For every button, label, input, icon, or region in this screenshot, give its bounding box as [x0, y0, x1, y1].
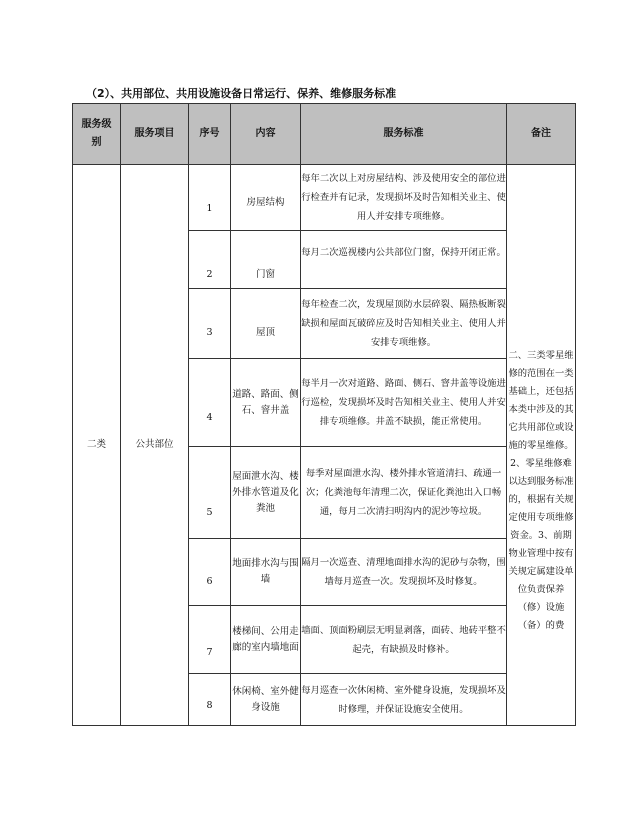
header-remark: 备注: [507, 104, 576, 165]
project-cell: 公共部位: [121, 165, 189, 726]
seq-cell: 1: [189, 165, 231, 231]
service-standard-table: [72, 103, 576, 726]
standard-cell: 每月二次巡视楼内公共部位门窗，保持开闭正常。: [301, 231, 507, 289]
header-project: 服务项目: [121, 104, 189, 165]
header-standard: 服务标准: [301, 104, 507, 165]
seq-cell: 4: [189, 359, 231, 447]
content-cell: 门窗: [231, 231, 301, 289]
level-cell: 二类: [73, 165, 121, 726]
standard-cell: 每年检查二次，发现屋顶防水层碎裂、隔热板断裂缺损和屋面瓦破碎应及时告知相关业主、使用人并安排专项维修。: [301, 289, 507, 359]
seq-cell: 2: [189, 231, 231, 289]
seq-cell: 3: [189, 289, 231, 359]
remark-cell: 二、三类零星维修的范围在一类基础上，还包括本类中涉及的其它共用部位或设施的零星维修。2、零星维修难以达到服务标准的，根据有关规定使用专项维修资金。3、前期物业管理中按有关规定属建设单位负责保养（修）设施（备）的费: [507, 165, 576, 726]
table-row: [73, 165, 576, 231]
standard-cell: 每季对屋面泄水沟、楼外排水管道清扫、疏通一次；化粪池每年清理二次，保证化粪池出入口畅通，每月二次清扫明沟内的泥沙等垃圾。: [301, 447, 507, 539]
content-cell: 楼梯间、公用走廊的室内墙地面: [231, 606, 301, 674]
seq-cell: 6: [189, 539, 231, 606]
content-cell: 屋面泄水沟、楼外排水管道及化粪池: [231, 447, 301, 539]
standard-cell: 墙面、顶面粉刷层无明显剥落，面砖、地砖平整不起壳，有缺损及时修补。: [301, 606, 507, 674]
standard-cell: 每年二次以上对房屋结构、涉及使用安全的部位进行检查并有记录，发现损坏及时告知相关业主、使用人并安排专项维修。: [301, 165, 507, 231]
header-seq: 序号: [189, 104, 231, 165]
seq-cell: 8: [189, 674, 231, 726]
content-cell: 休闲椅、室外健身设施: [231, 674, 301, 726]
content-cell: 房屋结构: [231, 165, 301, 231]
standard-cell: 每月巡查一次休闲椅、室外健身设施，发现损坏及时修理，并保证设施安全使用。: [301, 674, 507, 726]
content-cell: 地面排水沟与围墙: [231, 539, 301, 606]
header-row: [73, 104, 576, 165]
header-content: 内容: [231, 104, 301, 165]
standard-cell: 隔月一次巡查、清理地面排水沟的泥砂与杂物，围墙每月巡查一次。发现损坏及时修复。: [301, 539, 507, 606]
seq-cell: 5: [189, 447, 231, 539]
header-level: 服务级别: [73, 104, 121, 165]
content-cell: 屋顶: [231, 289, 301, 359]
content-cell: 道路、路面、侧石、窨井盖: [231, 359, 301, 447]
standard-cell: 每半月一次对道路、路面、侧石、窨井盖等设施进行巡检，发现损坏及时告知相关业主、使用人并安排专项维修。井盖不缺损，能正常使用。: [301, 359, 507, 447]
section-title: （2）、共用部位、共用设施设备日常运行、保养、维修服务标准: [86, 87, 397, 100]
seq-cell: 7: [189, 606, 231, 674]
